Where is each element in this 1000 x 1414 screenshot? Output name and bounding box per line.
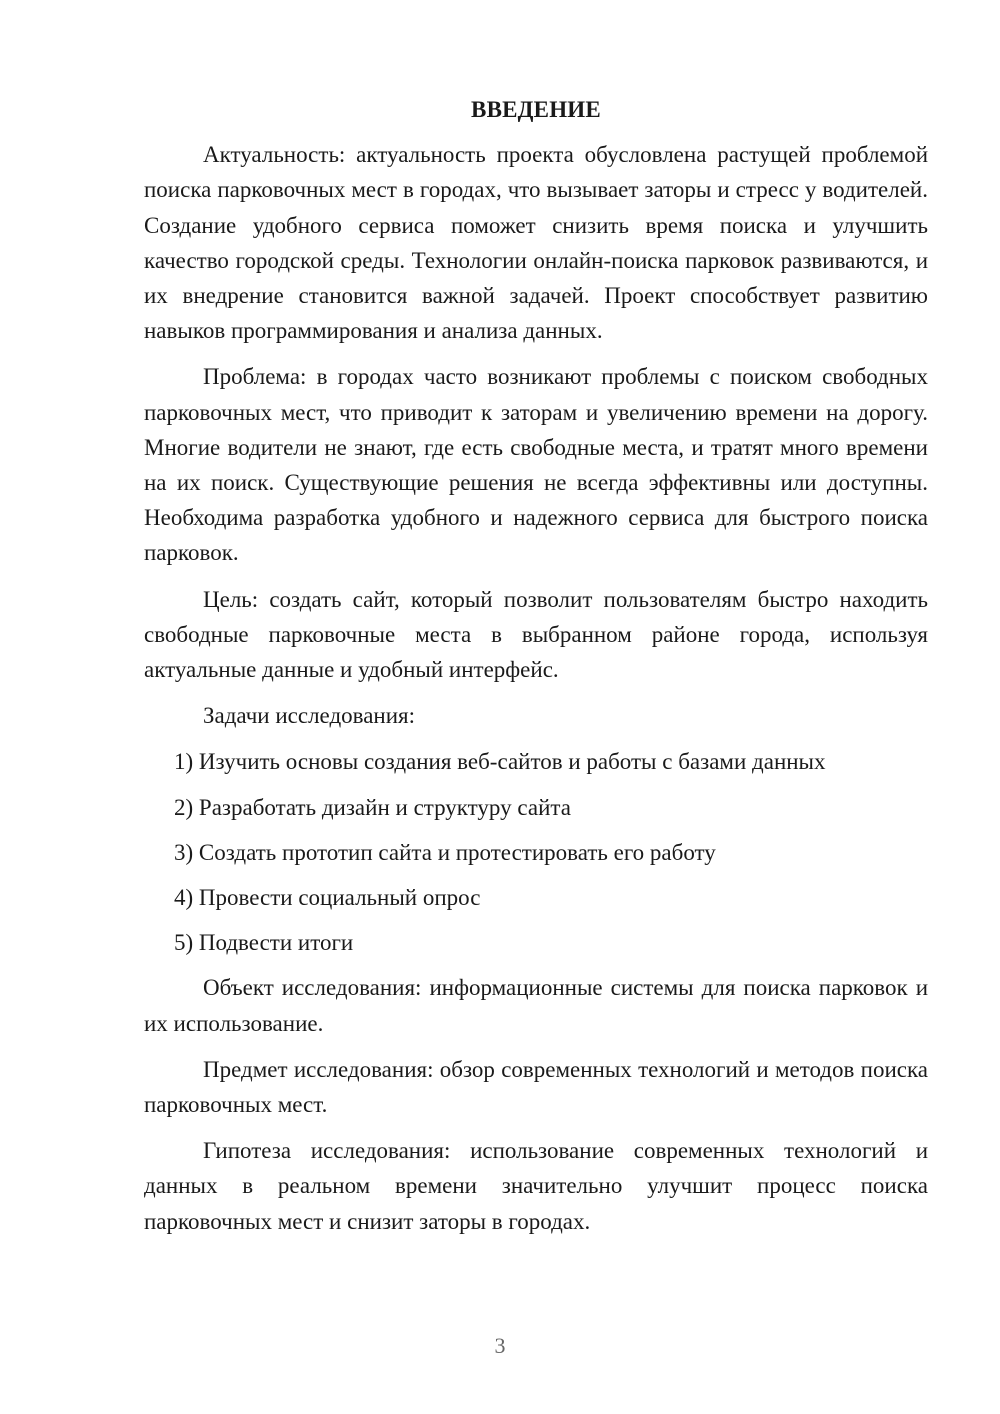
paragraph-problem: Проблема: в городах часто возникают проблемы с поиском свободных парковочных мест, что приводит к заторам и увеличению времени на дорогу. Многие водители не знают, где есть свободные места, и тратят много времени на их поиск. Существующие решения не всегда эффективны или доступны. Необходима разработка удобного и надежного сервиса для быстрого поиска парковок. — [144, 364, 928, 566]
task-item-1: 1) Изучить основы создания веб-сайтов и работы с базами данных — [174, 749, 826, 775]
task-item-2: 2) Разработать дизайн и структуру сайта — [174, 794, 571, 820]
paragraph-object: Объект исследования: информационные системы для поиска парковок и их использование. — [144, 975, 928, 1036]
task-item-5: 5) Подвести итоги — [174, 930, 354, 956]
task-item-4: 4) Провести социальный опрос — [174, 885, 481, 911]
paragraph-goal: Цель: создать сайт, который позволит пользователям быстро находить свободные парковочные места в выбранном районе города, используя актуальные данные и удобный интерфейс. — [144, 586, 928, 683]
tasks-list — [144, 744, 928, 960]
page-content — [144, 92, 928, 1250]
paragraph-subject: Предмет исследования: обзор современных технологий и методов поиска парковочных мест. — [144, 1056, 928, 1118]
task-item-3: 3) Создать прототип сайта и протестировать его работу — [174, 839, 716, 865]
page-number: 3 — [494, 1333, 506, 1358]
tasks-heading: Задачи исследования: — [203, 703, 416, 729]
paragraph-hypothesis: Гипотеза исследования: использование современных технологий и данных в реальном времени значительно улучшит процесс поиска парковочных мест и снизит заторы в городах. — [144, 1138, 928, 1234]
section-title: ВВЕДЕНИЕ — [471, 97, 601, 122]
paragraph-relevance: Актуальность: актуальность проекта обусловлена растущей проблемой поиска парковочных мест в городах, что вызывает заторы и стресс у водителей. Создание удобного сервиса поможет снизить время поиска и улучшить качество городской среды. Технологии онлайн-поиска парковок развиваются, и их внедрение становится важной задачей. Проект способствует развитию навыков программирования и анализа данных. — [144, 142, 928, 344]
